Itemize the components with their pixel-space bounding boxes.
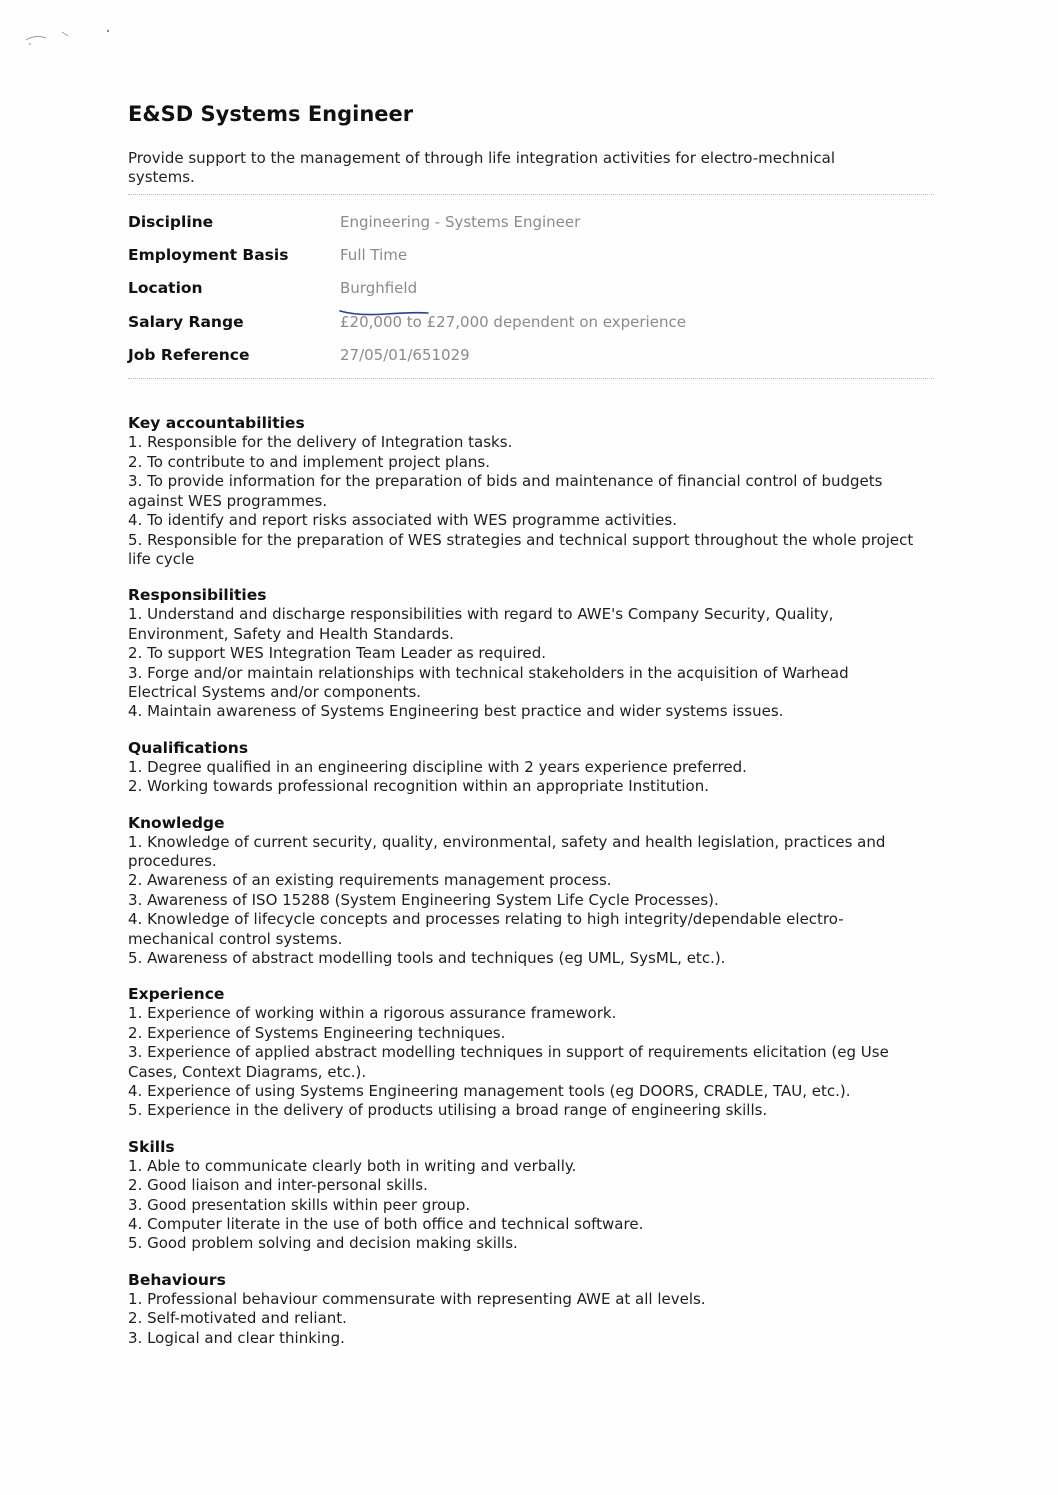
list-item: 4. Knowledge of lifecycle concepts and processes relating to high integrity/dependable electro-mechanical control systems.: [128, 910, 844, 948]
section-heading: Qualifications: [128, 738, 249, 757]
detail-row: [128, 205, 686, 238]
detail-label: Job Reference: [128, 345, 250, 364]
list-item: 3. Experience of applied abstract modelling techniques in support of requirements elicitation (eg Use Cases, Context Diagrams, etc.).: [128, 1043, 889, 1081]
detail-value: Full Time: [340, 245, 408, 264]
detail-label: Salary Range: [128, 312, 244, 331]
section-heading: Experience: [128, 985, 225, 1004]
list-item: 3. Good presentation skills within peer group.: [128, 1195, 471, 1214]
list-item: 2. To contribute to and implement project plans.: [128, 452, 490, 471]
detail-value: Engineering - Systems Engineer: [340, 212, 581, 231]
divider: [128, 194, 934, 195]
section-list: [128, 833, 934, 969]
list-item: 3. Awareness of ISO 15288 (System Engineering System Life Cycle Processes).: [128, 890, 719, 909]
section: [128, 814, 934, 969]
section-list: [128, 758, 934, 797]
section-list: [128, 605, 934, 721]
list-item: 5. Responsible for the preparation of WES strategies and technical support throughout the whole project life cycle: [128, 530, 914, 568]
divider: [128, 378, 934, 379]
detail-value: Burghfield: [340, 279, 418, 298]
detail-row: [128, 272, 686, 305]
section-heading: Key accountabilities: [128, 414, 305, 433]
list-item: 3. Forge and/or maintain relationships with technical stakeholders in the acquisition of Warhead Electrical Systems and/or components.: [128, 663, 849, 701]
list-item: 5. Awareness of abstract modelling tools and techniques (eg UML, SysML, etc.).: [128, 949, 726, 968]
list-item: 4. Computer literate in the use of both office and technical software.: [128, 1215, 644, 1234]
section: [128, 985, 934, 1120]
list-item: 2. Good liaison and inter-personal skills.: [128, 1176, 428, 1195]
list-item: 2. Experience of Systems Engineering techniques.: [128, 1023, 506, 1042]
page-title: E&SD Systems Engineer: [128, 102, 414, 126]
section: [128, 1138, 934, 1254]
handwritten-underline: [338, 308, 430, 318]
list-item: 4. To identify and report risks associated with WES programme activities.: [128, 511, 677, 530]
section-heading: Behaviours: [128, 1270, 226, 1289]
list-item: 1. Degree qualified in an engineering discipline with 2 years experience preferred.: [128, 757, 747, 776]
list-item: 1. Professional behaviour commensurate with representing AWE at all levels.: [128, 1289, 706, 1308]
detail-label: Discipline: [128, 212, 214, 231]
list-item: 1. Responsible for the delivery of Integration tasks.: [128, 433, 513, 452]
section: [128, 414, 934, 569]
scan-artifact-mark: [22, 22, 122, 52]
job-summary: Provide support to the management of through life integration activities for electro-mechnical systems.: [128, 149, 836, 186]
list-item: 2. Awareness of an existing requirements management process.: [128, 871, 612, 890]
detail-label: Employment Basis: [128, 245, 289, 264]
list-item: 3. To provide information for the preparation of bids and maintenance of financial control of budgets against WES programmes.: [128, 472, 883, 510]
section-list: [128, 1157, 934, 1254]
list-item: 3. Logical and clear thinking.: [128, 1328, 345, 1347]
list-item: 2. To support WES Integration Team Leader as required.: [128, 644, 547, 663]
section: [128, 1271, 934, 1348]
section-heading: Knowledge: [128, 813, 225, 832]
job-sections: [128, 414, 934, 1348]
list-item: 4. Experience of using Systems Engineering management tools (eg DOORS, CRADLE, TAU, etc.).: [128, 1082, 851, 1101]
list-item: 1. Knowledge of current security, quality, environmental, safety and health legislation, practices and procedures.: [128, 832, 886, 870]
job-details-table: [128, 205, 686, 371]
list-item: 1. Understand and discharge responsibilities with regard to AWE's Company Security, Quality, Environment, Safety and Health Standards.: [128, 605, 834, 643]
list-item: 2. Self-motivated and reliant.: [128, 1309, 347, 1328]
section-list: [128, 433, 934, 569]
section: [128, 586, 934, 721]
section-heading: Skills: [128, 1137, 175, 1156]
section-heading: Responsibilities: [128, 586, 267, 605]
detail-value: 27/05/01/651029: [340, 345, 470, 364]
list-item: 5. Good problem solving and decision making skills.: [128, 1234, 518, 1253]
detail-row: [128, 338, 686, 371]
detail-value: £20,000 to £27,000 dependent on experience: [340, 312, 686, 331]
job-description: [128, 100, 934, 1365]
detail-row: [128, 238, 686, 271]
list-item: 2. Working towards professional recognition within an appropriate Institution.: [128, 777, 709, 796]
list-item: 4. Maintain awareness of Systems Engineering best practice and wider systems issues.: [128, 702, 784, 721]
section: [128, 739, 934, 797]
list-item: 1. Experience of working within a rigorous assurance framework.: [128, 1004, 617, 1023]
list-item: 5. Experience in the delivery of products utilising a broad range of engineering skills.: [128, 1101, 768, 1120]
section-list: [128, 1290, 934, 1348]
section-list: [128, 1004, 934, 1120]
list-item: 1. Able to communicate clearly both in writing and verbally.: [128, 1156, 577, 1175]
detail-label: Location: [128, 279, 203, 298]
